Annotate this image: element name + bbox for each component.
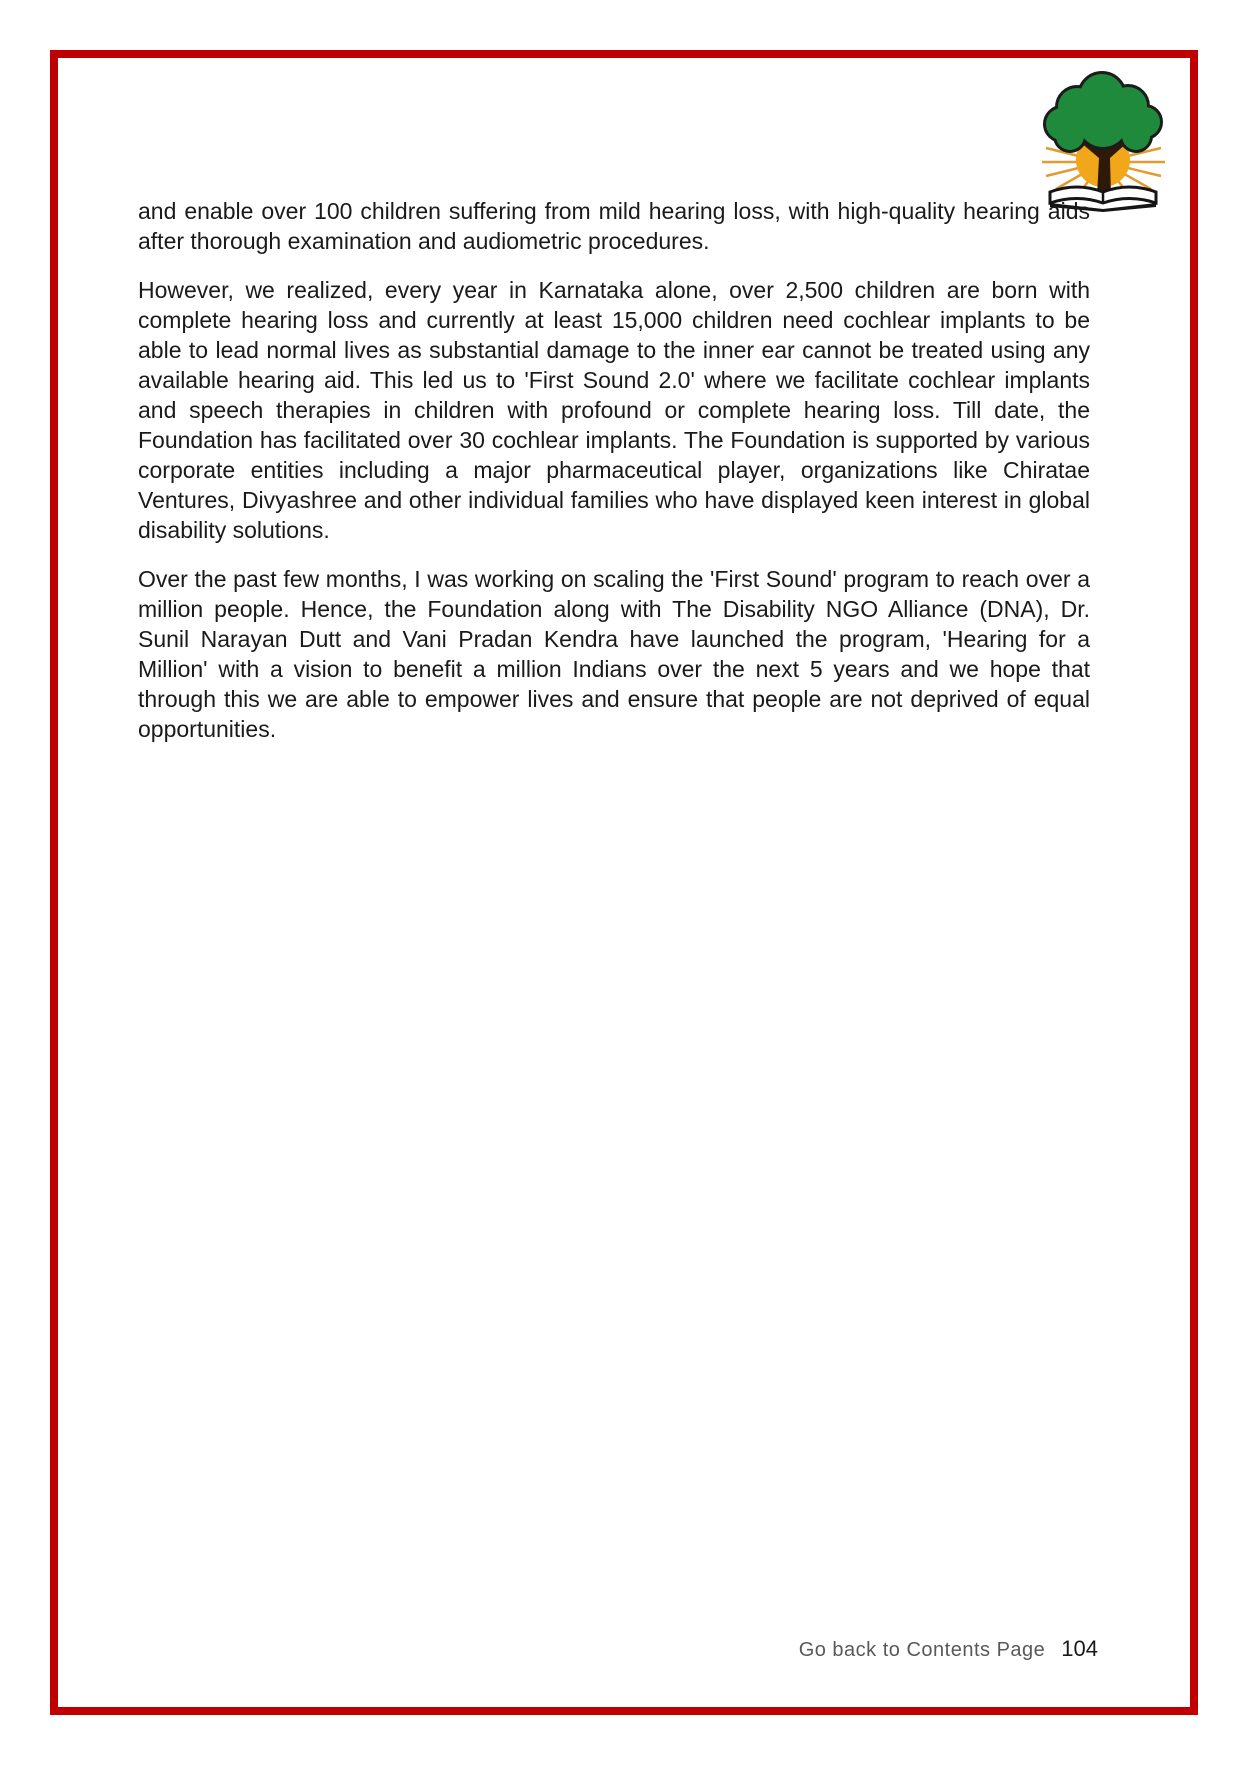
foundation-logo xyxy=(1022,62,1185,212)
paragraph-hearing-for-a-million: Over the past few months, I was working on scaling the 'First Sound' program to reach over a million people. Hence, the Foundation along with The Disability NGO Alliance (DNA), Dr. Sunil Narayan Dutt and Vani Pradan Kendra have launched the program, 'Hearing for a Million' with a vision to benefit a million Indians over the next 5 years and we hope that through this we are able to empower lives and ensure that people are not deprived of equal opportunities. xyxy=(138,566,1090,742)
go-back-to-contents-link[interactable]: Go back to Contents Page xyxy=(798,1639,1046,1661)
tree-foliage xyxy=(1046,74,1160,150)
paragraph-first-sound-2: However, we realized, every year in Karnataka alone, over 2,500 children are born with complete hearing loss and currently at least 15,000 children need cochlear implants to be able to lead normal lives as substantial damage to the inner ear cannot be treated using any available hearing aid. This led us to 'First Sound 2.0' where we facilitate cochlear implants and speech therapies in children with profound or complete hearing loss. Till date, the Foundation has facilitated over 30 cochlear implants. The Foundation is supported by various corporate entities including a major pharmaceutical player, organizations like Chiratae Ventures, Divyashree and other individual families who have displayed keen interest in global disability solutions. xyxy=(138,277,1090,543)
tree-book-logo-icon xyxy=(1022,62,1185,212)
page-footer xyxy=(799,1636,1098,1662)
page-number: 104 xyxy=(1061,1636,1098,1661)
page-body xyxy=(138,196,1090,763)
paragraph-hearing-aids: and enable over 100 children suffering from mild hearing loss, with high-quality hearing aids after thorough examination and audiometric procedures. xyxy=(138,198,1090,254)
